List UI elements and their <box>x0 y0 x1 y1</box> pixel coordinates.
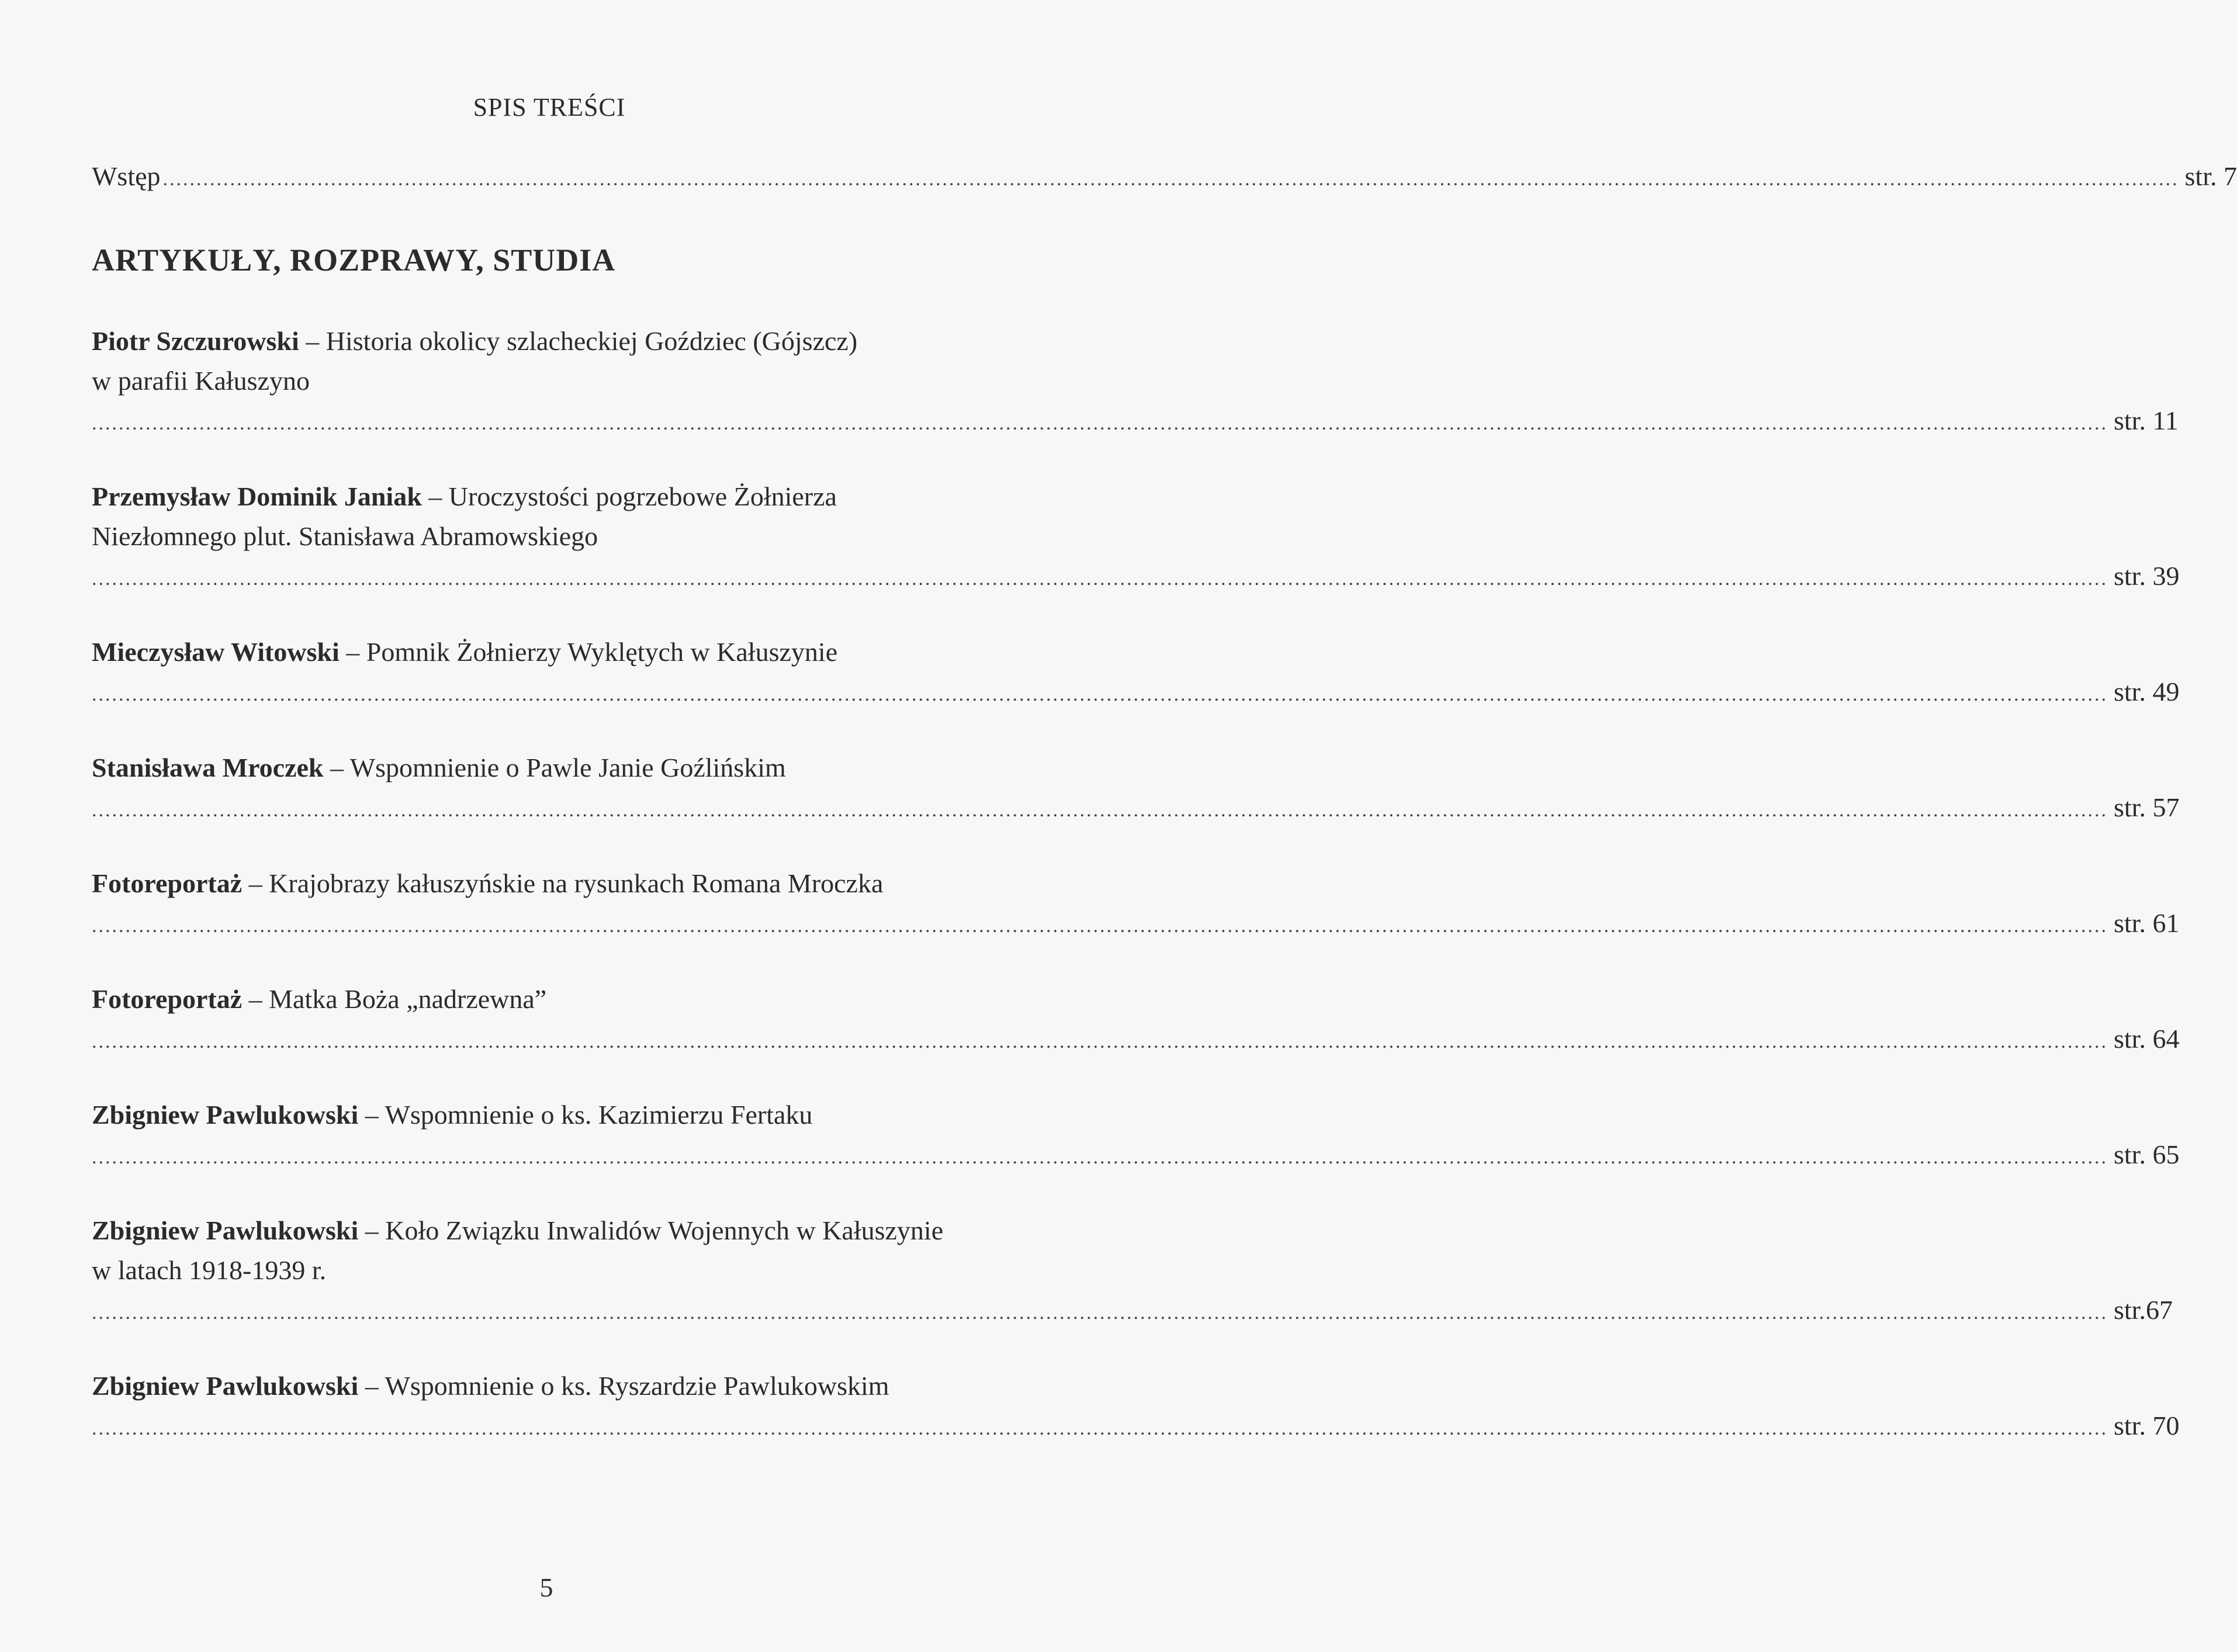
dot-leader: ............................................................................................................................................................................................................................................................................................................ <box>92 1147 2108 1168</box>
dot-leader: ............................................................................................................................................................................................................................................................................................................ <box>92 799 2108 821</box>
dot-leader: ............................................................................................................................................................................................................................................................................................................ <box>92 1031 2108 1052</box>
entry-page: str. 64 <box>2114 1024 2180 1054</box>
dot-leader: ............................................................................................................................................................................................................................................................................................................ <box>92 684 2108 705</box>
entry-title: Wspomnienie o ks. Kazimierzu Fertaku <box>385 1100 813 1130</box>
entry-page: str.67 <box>2114 1295 2173 1325</box>
entry-line <box>92 632 1027 672</box>
toc-entry <box>92 1095 2180 1175</box>
entry-title-continued: w parafii Kałuszyno <box>92 366 310 396</box>
dot-leader: ............................................................................................................................................................................................................................................................................................................ <box>92 413 2108 434</box>
entry-separator: – <box>242 868 269 898</box>
dot-leader: ............................................................................................................................................................................................................................................................................................................ <box>92 1302 2108 1324</box>
entry-line <box>92 321 1027 361</box>
entry-page-row <box>92 1135 2180 1175</box>
entry-line <box>92 748 1027 788</box>
dot-leader: ............................................................................................................................................................................................................................................................................................................ <box>92 915 2108 937</box>
entry-separator: – <box>358 1371 385 1401</box>
entry-line <box>92 979 1027 1019</box>
toc-entry <box>92 632 2180 712</box>
entry-page-row <box>92 1406 2180 1446</box>
entry-page-row <box>92 672 2180 712</box>
toc-entry <box>92 321 2179 441</box>
page-title: SPIS TREŚCI <box>473 93 626 122</box>
dot-leader: ............................................................................................................................................................................................................................................................................................................ <box>92 1418 2108 1439</box>
entry-page-row <box>92 401 2179 441</box>
entry-author: Fotoreportaż <box>92 868 243 898</box>
entry-page-row <box>92 556 2180 596</box>
entry-line <box>92 1366 1027 1406</box>
entry-title: Wstęp <box>92 161 161 191</box>
dot-leader: ............................................................................................................................................................................................................................................................................................................ <box>92 568 2108 590</box>
entry-title: Wspomnienie o ks. Ryszardzie Pawlukowskim <box>385 1371 889 1401</box>
entry-page: str. 7 <box>2184 161 2237 191</box>
entry-author: Zbigniew Pawlukowski <box>92 1215 359 1245</box>
entry-page: str. 57 <box>2114 792 2180 822</box>
entry-title-continued: w latach 1918-1939 r. <box>92 1255 327 1285</box>
entry-line <box>92 477 1027 517</box>
entry-line <box>92 864 1027 903</box>
entry-author: Piotr Szczurowski <box>92 326 299 356</box>
entry-title: Wspomnienie o Pawle Janie Goźlińskim <box>349 753 786 782</box>
entry-line <box>92 1211 1027 1251</box>
entry-page: str. 49 <box>2114 677 2180 706</box>
entry-author: Przemysław Dominik Janiak <box>92 482 422 511</box>
entry-page: str. 11 <box>2114 406 2179 435</box>
entry-page-row <box>92 1290 2173 1330</box>
entry-page: str. 70 <box>2114 1411 2180 1440</box>
toc-entries <box>92 321 2180 1482</box>
entry-title: Pomnik Żołnierzy Wyklętych w Kałuszynie <box>366 637 838 667</box>
entry-page: str. 65 <box>2114 1140 2180 1169</box>
section-heading: ARTYKUŁY, ROZPRAWY, STUDIA <box>92 243 616 278</box>
entry-author: Zbigniew Pawlukowski <box>92 1371 359 1401</box>
entry-separator: – <box>358 1100 385 1130</box>
entry-separator: – <box>421 482 449 511</box>
toc-entry <box>92 979 2180 1059</box>
entry-page-row <box>92 1019 2180 1059</box>
entry-separator: – <box>358 1215 386 1245</box>
entry-title-continued: Niezłomnego plut. Stanisława Abramowskiego <box>92 521 598 551</box>
entry-author: Stanisława Mroczek <box>92 753 324 782</box>
dot-leader: ............................................................................................................................................................................................................................................................................................................ <box>162 168 2179 190</box>
entry-author: Fotoreportaż <box>92 984 243 1014</box>
entry-separator: – <box>242 984 269 1014</box>
entry-page-row <box>92 903 2180 943</box>
entry-title: Koło Związku Inwalidów Wojennych w Kałuszynie <box>385 1215 944 1245</box>
toc-entry <box>92 1211 2173 1330</box>
toc-entry <box>92 748 2180 827</box>
entry-title: Krajobrazy kałuszyńskie na rysunkach Romana Mroczka <box>269 868 884 898</box>
entry-title: Historia okolicy szlacheckiej Goździec (Gójszcz) <box>325 326 858 356</box>
toc-entry <box>92 1366 2180 1446</box>
entry-title: Uroczystości pogrzebowe Żołnierza <box>448 482 837 511</box>
entry-separator: – <box>323 753 350 782</box>
entry-author: Zbigniew Pawlukowski <box>92 1100 359 1130</box>
entry-separator: – <box>339 637 366 667</box>
entry-separator: – <box>299 326 326 356</box>
entry-page: str. 39 <box>2114 561 2180 591</box>
entry-title: Matka Boża „nadrzewna” <box>269 984 547 1014</box>
entry-author: Mieczysław Witowski <box>92 637 340 667</box>
entry-line <box>92 1095 1027 1135</box>
entry-page-row <box>92 788 2180 827</box>
toc-entry-intro <box>92 157 2237 196</box>
toc-entry <box>92 864 2180 943</box>
toc-entry <box>92 477 2180 596</box>
entry-page: str. 61 <box>2114 908 2180 938</box>
page-number: 5 <box>539 1573 553 1602</box>
